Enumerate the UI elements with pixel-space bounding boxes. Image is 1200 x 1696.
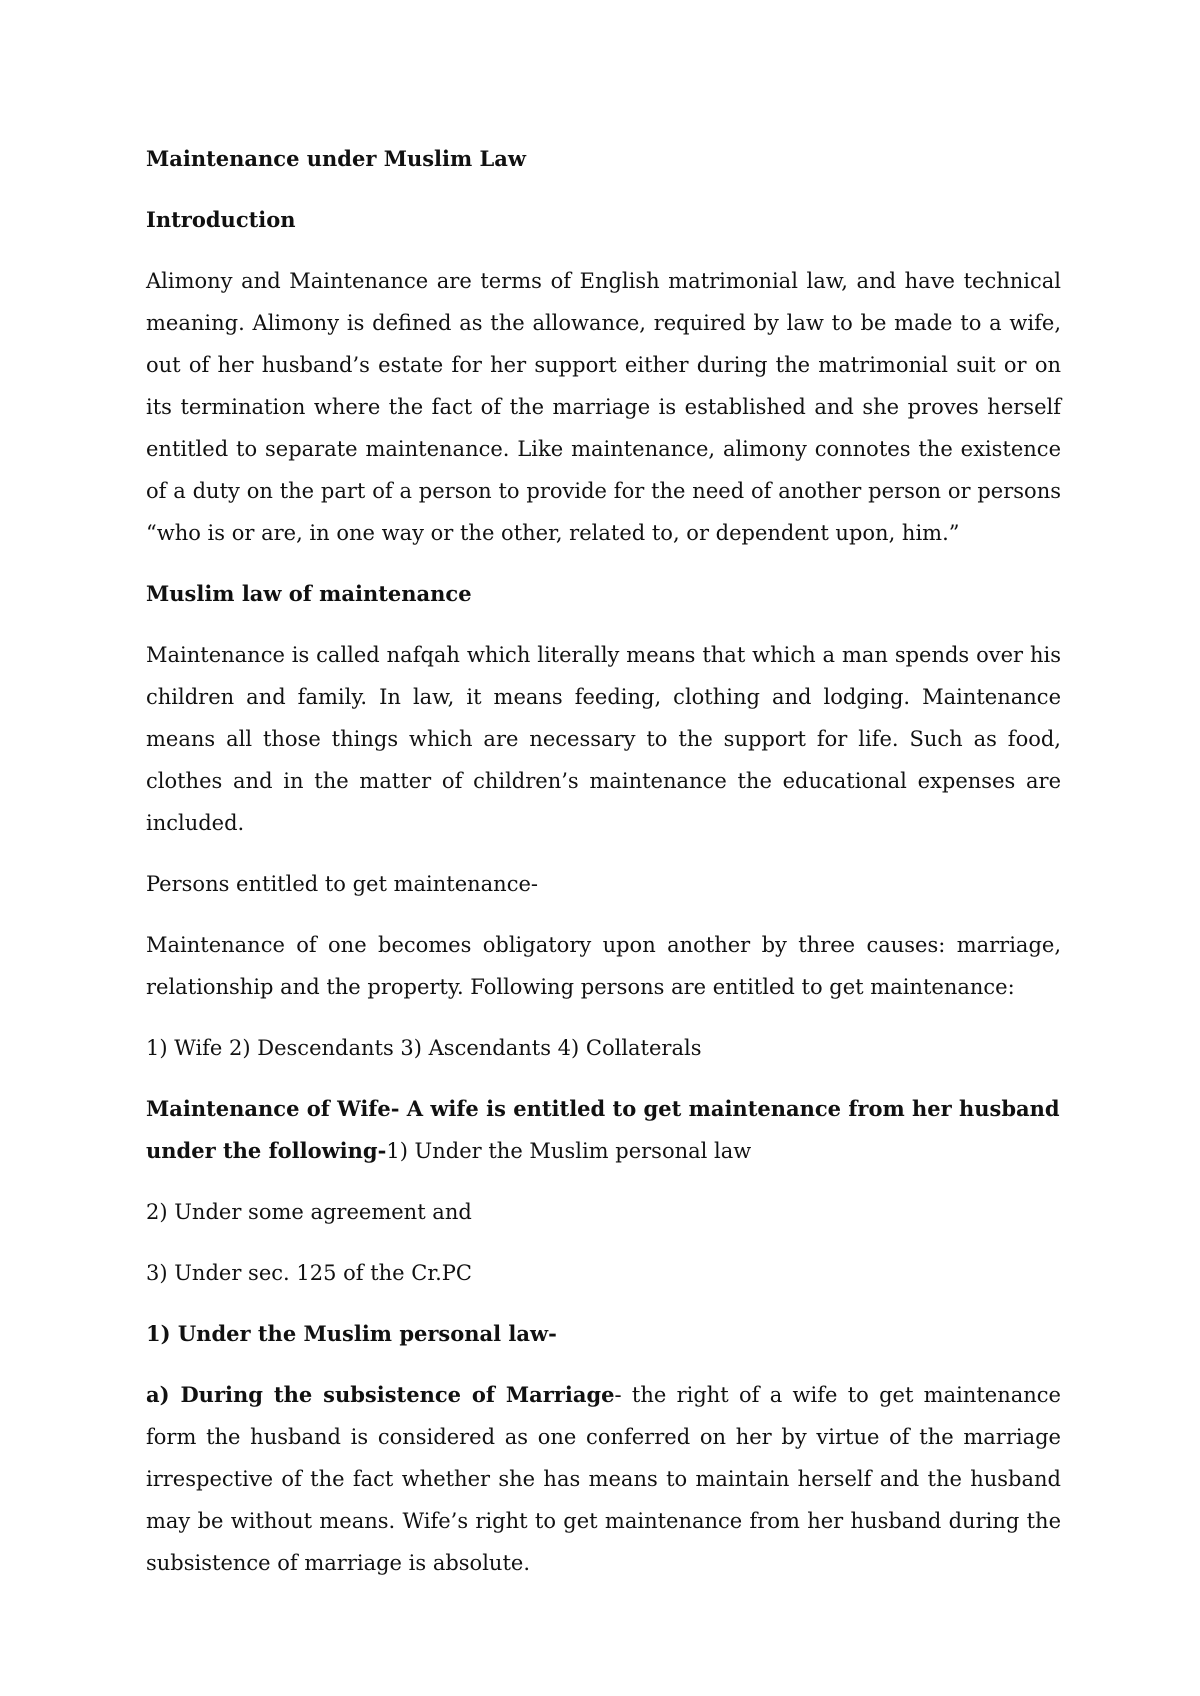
wife-maintenance-item-1: 1) Under the Muslim personal law bbox=[386, 1139, 752, 1163]
persons-entitled-label: Persons entitled to get maintenance- bbox=[146, 872, 538, 896]
document-title: Maintenance under Muslim Law bbox=[146, 146, 526, 171]
subsistence-text: - the right of a wife to get maintenance form the husband is considered as one conferred on her by virtue of the marriage irrespective of the fact whether she has means to maintain herself and the husband may be without means. Wife’s right to get maintenance from her husband during the subsistence of marriage is absolute. bbox=[146, 1383, 1061, 1575]
document-page bbox=[146, 138, 1061, 1603]
introduction-heading: Introduction bbox=[146, 207, 296, 232]
wife-maintenance-item-2: 2) Under some agreement and bbox=[146, 1200, 472, 1224]
wife-maintenance-heading: Maintenance of Wife- A wife is entitled to get maintenance from her husband under the following- bbox=[146, 1096, 1060, 1163]
personal-law-heading: 1) Under the Muslim personal law- bbox=[146, 1321, 557, 1346]
muslim-law-paragraph: Maintenance is called nafqah which literally means that which a man spends over his children and family. In law, it means feeding, clothing and lodging. Maintenance means all those things which are necessary to the support for life. Such as food, clothes and in the matter of children’s maintenance the educational expenses are included. bbox=[146, 643, 1061, 835]
subsistence-heading: a) During the subsistence of Marriage bbox=[146, 1382, 615, 1407]
muslim-law-heading: Muslim law of maintenance bbox=[146, 581, 472, 606]
obligatory-paragraph: Maintenance of one becomes obligatory upon another by three causes: marriage, relationship and the property. Following persons are entitled to get maintenance: bbox=[146, 933, 1061, 999]
wife-maintenance-paragraph bbox=[146, 1088, 1061, 1172]
introduction-paragraph: Alimony and Maintenance are terms of English matrimonial law, and have technical meaning. Alimony is defined as the allowance, required by law to be made to a wife, out of her husband’s estate for her support either during the matrimonial suit or on its termination where the fact of the marriage is established and she proves herself entitled to separate maintenance. Like maintenance, alimony connotes the existence of a duty on the part of a person to provide for the need of another person or persons “who is or are, in one way or the other, related to, or dependent upon, him.” bbox=[146, 269, 1061, 545]
entitled-persons-list: 1) Wife 2) Descendants 3) Ascendants 4) Collaterals bbox=[146, 1036, 702, 1060]
wife-maintenance-item-3: 3) Under sec. 125 of the Cr.PC bbox=[146, 1261, 472, 1285]
subsistence-paragraph bbox=[146, 1374, 1061, 1584]
